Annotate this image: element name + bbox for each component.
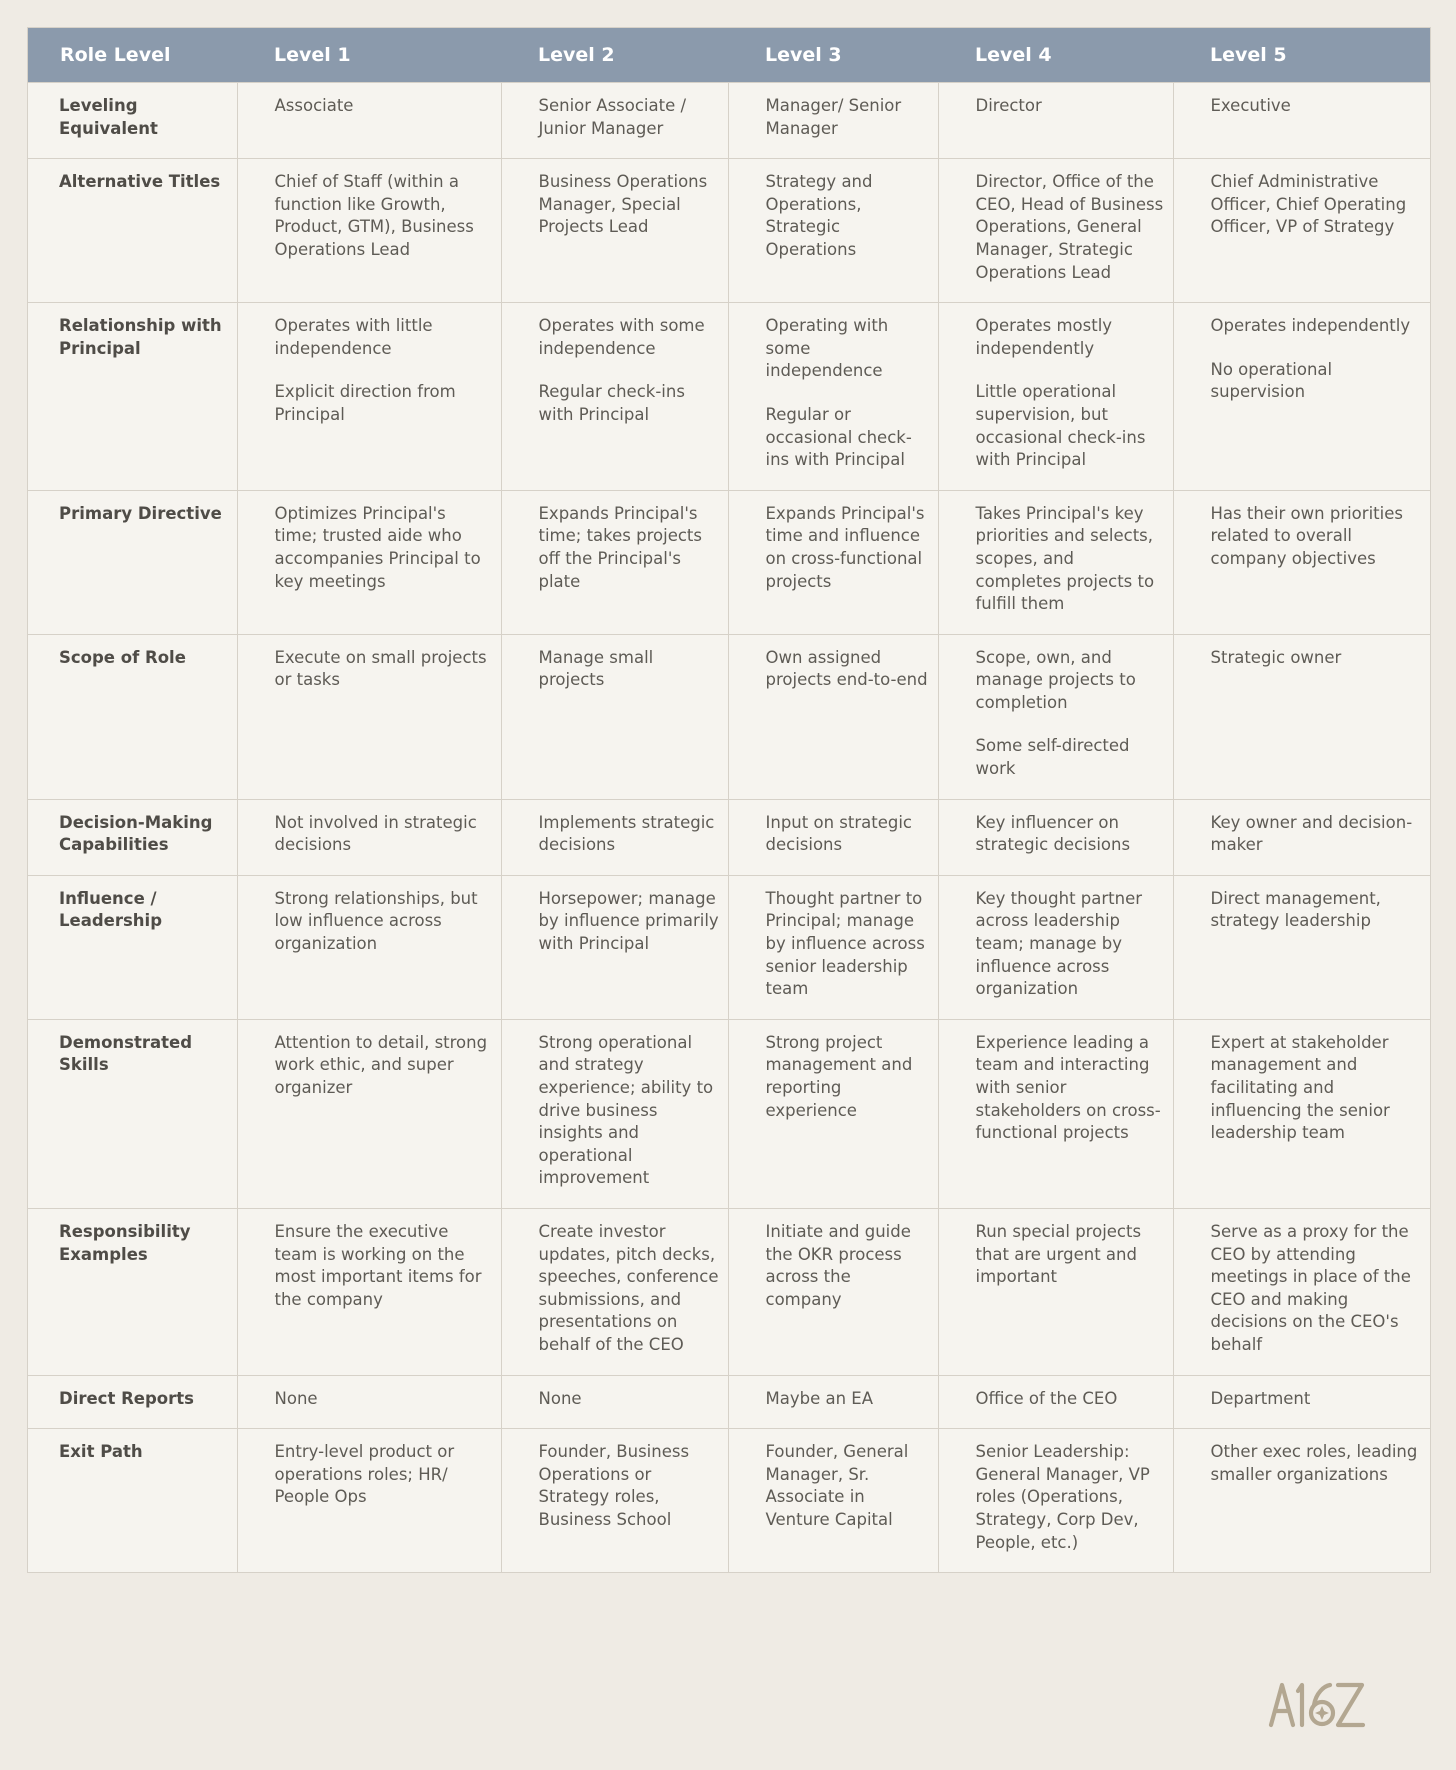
row-label: Direct Reports	[28, 1375, 237, 1429]
cell-level-2	[501, 1375, 728, 1429]
cell-level-1	[237, 1208, 501, 1375]
cell-text: Senior Associate / Junior Manager	[538, 96, 687, 138]
cell-text: Some self-directed work	[975, 736, 1130, 779]
cell-level-3	[728, 159, 938, 303]
cell-text: Takes Principal's key priorities and selects, scopes, and completes projects to fulfill them	[975, 503, 1155, 614]
row-label: Alternative Titles	[28, 159, 237, 303]
table-row	[28, 875, 1430, 1019]
table-row	[28, 159, 1430, 303]
header-level-1: Level 1	[237, 28, 501, 83]
header-row	[28, 28, 1430, 83]
cell-level-5	[1173, 303, 1430, 491]
cell-text: Ensure the executive team is working on the most important items for the company	[274, 1221, 482, 1309]
row-label: Influence / Leadership	[28, 875, 237, 1019]
row-label: Decision-Making Capabilities	[28, 799, 237, 875]
header-role-level: Role Level	[28, 28, 237, 83]
cell-level-4	[938, 1375, 1173, 1429]
cell-text: Expands Principal's time and influence on cross-functional projects	[765, 503, 925, 591]
cell-text: Regular check-ins with Principal	[538, 382, 685, 424]
cell-text: Manager/ Senior Manager	[765, 96, 902, 138]
row-label: Responsibility Examples	[28, 1208, 237, 1375]
cell-level-3	[728, 83, 938, 159]
table-row	[28, 1429, 1430, 1572]
cell-level-4	[938, 799, 1173, 875]
cell-text: Direct management, strategy leadership	[1210, 888, 1381, 931]
cell-level-2	[501, 1429, 728, 1572]
cell-level-1	[237, 1019, 501, 1208]
table-row	[28, 1208, 1430, 1375]
cell-text: Strong operational and strategy experience; ability to drive business insights and operational improvement	[538, 1032, 714, 1188]
cell-text: Strategy and Operations, Strategic Operations	[765, 172, 873, 259]
cell-level-2	[501, 159, 728, 303]
cell-text: Little operational supervision, but occasional check-ins with Principal	[975, 382, 1146, 470]
cell-level-1	[237, 490, 501, 634]
cell-level-2	[501, 634, 728, 799]
cell-level-4	[938, 875, 1173, 1019]
cell-text: Implements strategic decisions	[538, 812, 715, 855]
cell-level-4	[938, 490, 1173, 634]
cell-level-5	[1173, 1019, 1430, 1208]
cell-text: No operational supervision	[1210, 359, 1333, 402]
cell-level-2	[501, 799, 728, 875]
cell-text: Strategic owner	[1210, 647, 1342, 667]
cell-level-2	[501, 490, 728, 634]
row-label: Demonstrated Skills	[28, 1019, 237, 1208]
cell-level-3	[728, 634, 938, 799]
cell-level-5	[1173, 83, 1430, 159]
cell-text: Entry-level product or operations roles; HR/ People Ops	[274, 1442, 455, 1507]
cell-level-3	[728, 799, 938, 875]
cell-level-5	[1173, 1208, 1430, 1375]
cell-text: None	[274, 1388, 318, 1408]
cell-text: Chief Administrative Officer, Chief Operating Officer, VP of Strategy	[1210, 172, 1407, 237]
a16z-logo-mark	[1268, 1680, 1368, 1728]
cell-text: Director, Office of the CEO, Head of Business Operations, General Manager, Strategic Operations Lead	[975, 172, 1164, 282]
cell-level-3	[728, 1375, 938, 1429]
cell-text: Maybe an EA	[765, 1388, 874, 1408]
cell-level-1	[237, 159, 501, 303]
cell-text: Operates with some independence	[538, 316, 705, 358]
cell-level-5	[1173, 875, 1430, 1019]
table-row	[28, 634, 1430, 799]
cell-level-2	[501, 875, 728, 1019]
cell-level-1	[237, 1429, 501, 1572]
cell-text: Key influencer on strategic decisions	[975, 812, 1131, 855]
header-level-3: Level 3	[728, 28, 938, 83]
cell-text: Strong relationships, but low influence across organization	[274, 888, 478, 954]
cell-level-5	[1173, 634, 1430, 799]
cell-text: Create investor updates, pitch decks, speeches, conference submissions, and presentations on behalf of the CEO	[538, 1221, 719, 1354]
cell-level-1	[237, 799, 501, 875]
cell-text: Office of the CEO	[975, 1388, 1118, 1408]
cell-text: Not involved in strategic decisions	[274, 812, 477, 855]
cell-text: Senior Leadership: General Manager, VP roles (Operations, Strategy, Corp Dev, People, etc.)	[975, 1442, 1150, 1552]
cell-text: Strong project management and reporting experience	[765, 1032, 913, 1120]
cell-text: Associate	[274, 96, 354, 115]
header-level-4: Level 4	[938, 28, 1173, 83]
cell-level-2	[501, 303, 728, 491]
cell-level-5	[1173, 490, 1430, 634]
cell-text: Key owner and decision-maker	[1210, 812, 1413, 855]
table-row	[28, 490, 1430, 634]
cell-text: Operates mostly independently	[975, 316, 1113, 358]
cell-text: Execute on small projects or tasks	[274, 647, 487, 690]
cell-text: Expert at stakeholder management and facilitating and influencing the senior leadership team	[1210, 1032, 1390, 1143]
table-row	[28, 83, 1430, 159]
cell-level-4	[938, 303, 1173, 491]
row-label: Exit Path	[28, 1429, 237, 1572]
role-levels-table-container	[27, 27, 1431, 1573]
cell-level-1	[237, 303, 501, 491]
cell-text: Director	[975, 96, 1042, 115]
cell-text: Thought partner to Principal; manage by influence across senior leadership team	[765, 888, 925, 999]
cell-text: Regular or occasional check-ins with Principal	[765, 404, 912, 470]
cell-level-5	[1173, 1429, 1430, 1572]
cell-text: Input on strategic decisions	[765, 812, 912, 855]
cell-level-4	[938, 1429, 1173, 1572]
cell-level-3	[728, 303, 938, 491]
cell-level-3	[728, 490, 938, 634]
cell-text: Horsepower; manage by influence primarily with Principal	[538, 888, 719, 954]
cell-text: Optimizes Principal's time; trusted aide who accompanies Principal to key meetings	[274, 503, 481, 591]
cell-level-4	[938, 1019, 1173, 1208]
cell-level-5	[1173, 799, 1430, 875]
cell-text: Founder, General Manager, Sr. Associate in Venture Capital	[765, 1442, 909, 1529]
table-row	[28, 303, 1430, 491]
cell-text: Has their own priorities related to overall company objectives	[1210, 503, 1403, 568]
cell-level-1	[237, 634, 501, 799]
cell-level-1	[237, 875, 501, 1019]
cell-text: Founder, Business Operations or Strategy roles, Business School	[538, 1442, 690, 1529]
cell-text: Initiate and guide the OKR process across the company	[765, 1221, 911, 1309]
cell-level-3	[728, 1429, 938, 1572]
cell-level-3	[728, 1208, 938, 1375]
cell-text: Operating with some independence	[765, 316, 889, 381]
cell-level-3	[728, 875, 938, 1019]
cell-text: Other exec roles, leading smaller organizations	[1210, 1442, 1418, 1484]
cell-text: Chief of Staff (within a function like Growth, Product, GTM), Business Operations Lead	[274, 172, 474, 259]
cell-text: Attention to detail, strong work ethic, and super organizer	[274, 1032, 488, 1097]
cell-level-2	[501, 83, 728, 159]
cell-text: Business Operations Manager, Special Projects Lead	[538, 172, 708, 237]
cell-text: Key thought partner across leadership team; manage by influence across organization	[975, 888, 1143, 999]
cell-text: Operates with little independence	[274, 316, 433, 358]
cell-level-1	[237, 1375, 501, 1429]
cell-level-5	[1173, 1375, 1430, 1429]
a16z-logo-icon	[1268, 1680, 1368, 1732]
row-label: Leveling Equivalent	[28, 83, 237, 159]
cell-level-2	[501, 1208, 728, 1375]
cell-level-4	[938, 634, 1173, 799]
cell-text: None	[538, 1388, 582, 1408]
cell-text: Executive	[1210, 96, 1291, 115]
row-label: Primary Directive	[28, 490, 237, 634]
cell-text: Scope, own, and manage projects to completion	[975, 647, 1136, 712]
cell-level-4	[938, 1208, 1173, 1375]
cell-level-3	[728, 1019, 938, 1208]
cell-text: Own assigned projects end-to-end	[765, 647, 928, 690]
cell-level-5	[1173, 159, 1430, 303]
cell-level-2	[501, 1019, 728, 1208]
row-label: Relationship with Principal	[28, 303, 237, 491]
cell-text: Expands Principal's time; takes projects off the Principal's plate	[538, 503, 702, 591]
cell-text: Run special projects that are urgent and important	[975, 1221, 1142, 1287]
cell-level-4	[938, 159, 1173, 303]
cell-text: Manage small projects	[538, 647, 654, 690]
cell-text: Explicit direction from Principal	[274, 382, 456, 424]
role-levels-table	[28, 28, 1430, 1572]
cell-level-1	[237, 83, 501, 159]
header-level-5: Level 5	[1173, 28, 1430, 83]
table-row	[28, 799, 1430, 875]
cell-level-4	[938, 83, 1173, 159]
header-level-2: Level 2	[501, 28, 728, 83]
cell-text: Department	[1210, 1388, 1311, 1408]
cell-text: Operates independently	[1210, 316, 1411, 336]
table-row	[28, 1375, 1430, 1429]
cell-text: Serve as a proxy for the CEO by attending meetings in place of the CEO and making decisions on the CEO's behalf	[1210, 1221, 1411, 1354]
row-label: Scope of Role	[28, 634, 237, 799]
cell-text: Experience leading a team and interacting with senior stakeholders on cross-functional projects	[975, 1032, 1161, 1143]
table-row	[28, 1019, 1430, 1208]
